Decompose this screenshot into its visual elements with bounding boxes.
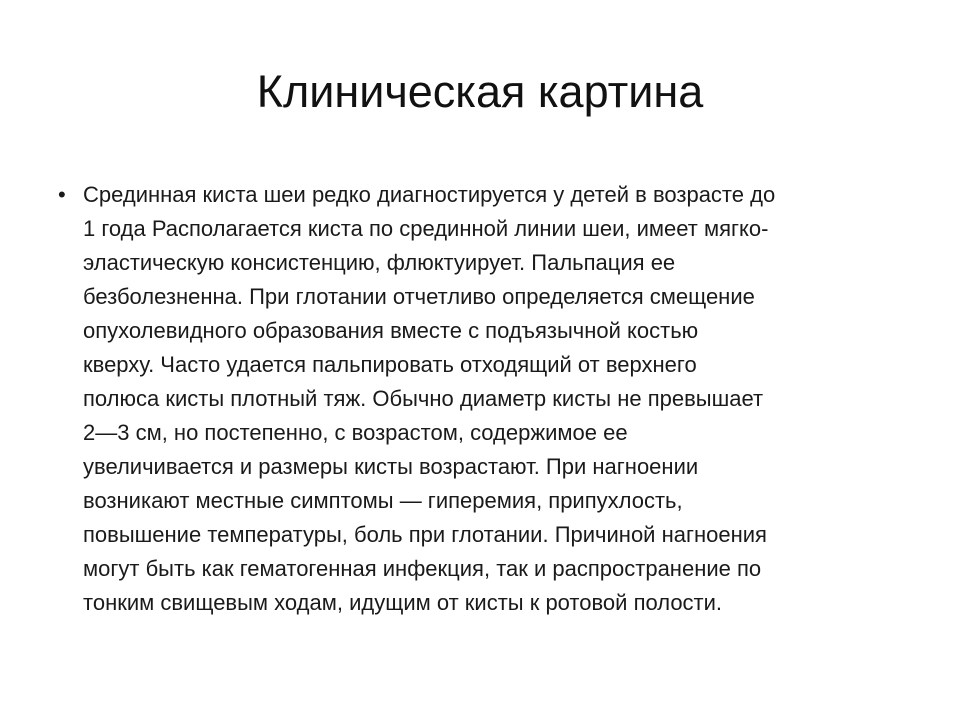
- bullet-text-line: безболезненна. При глотании отчетливо определяется смещение: [83, 284, 755, 309]
- bullet-text-line: 1 года Располагается киста по срединной линии шеи, имеет мягко-: [83, 216, 769, 241]
- bullet-text-line: кверху. Часто удается пальпировать отходящий от верхнего: [83, 352, 697, 377]
- bullet-text-line: полюса кисты плотный тяж. Обычно диаметр кисты не превышает: [83, 386, 764, 411]
- bullet-text-line: повышение температуры, боль при глотании. Причиной нагноения: [83, 522, 767, 547]
- bullet-text-line: Срединная киста шеи редко диагностируется у детей в возрасте до: [83, 182, 776, 207]
- bullet-text-line: увеличивается и размеры кисты возрастают. При нагноении: [83, 454, 699, 479]
- bullet-text-line: возникают местные симптомы — гиперемия, припухлость,: [83, 488, 683, 513]
- bullet-text-line: тонким свищевым ходам, идущим от кисты к ротовой полости.: [83, 590, 723, 615]
- bullet-list: [58, 178, 908, 620]
- bullet-text-line: эластическую консистенцию, флюктуирует. Пальпация ее: [83, 250, 676, 275]
- bullet-text-line: 2—3 см, но постепенно, с возрастом, содержимое ее: [83, 420, 628, 445]
- bullet-marker: •: [58, 182, 66, 207]
- slide-title: Клиническая картина: [256, 66, 704, 117]
- bullet-text-line: опухолевидного образования вместе с подъязычной костью: [83, 318, 699, 343]
- bullet-item: [58, 178, 908, 620]
- bullet-text-line: могут быть как гематогенная инфекция, так и распространение по: [83, 556, 762, 581]
